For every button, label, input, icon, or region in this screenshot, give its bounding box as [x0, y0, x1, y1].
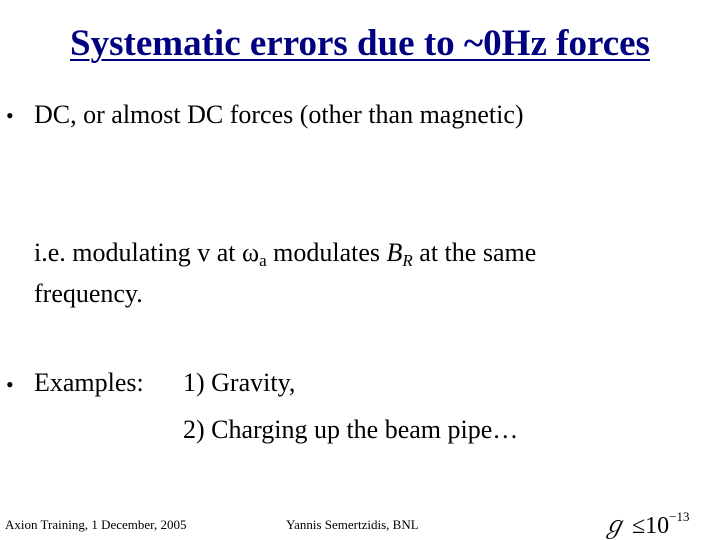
gravity-limit-formula	[602, 505, 690, 540]
b-symbol: B	[386, 238, 403, 267]
formula-base: 10	[645, 513, 670, 539]
ie-text-1: i.e. modulating v at	[34, 238, 242, 267]
ie-text-2: modulates	[266, 238, 387, 267]
formula-exponent: −13	[669, 509, 690, 524]
footer-event: Axion Training, 1 December, 2005	[5, 517, 187, 532]
g-symbol: ℊ	[602, 513, 626, 539]
omega-subscript: a	[259, 251, 267, 270]
ie-text-3: at the same	[412, 238, 537, 267]
ie-modulation-line	[34, 238, 536, 271]
leq-symbol: ≤	[632, 513, 646, 539]
omega-symbol: ω	[241, 238, 260, 267]
slide-title: Systematic errors due to ~0Hz forces	[70, 23, 650, 64]
examples-label: Examples:	[34, 368, 144, 397]
ie-modulation-line-2: frequency.	[34, 279, 143, 308]
example-gravity: 1) Gravity,	[183, 368, 296, 397]
example-beam-pipe: 2) Charging up the beam pipe…	[183, 415, 519, 444]
bullet-marker: •	[6, 372, 14, 397]
bullet-dc-forces: DC, or almost DC forces (other than magnetic)	[34, 100, 524, 129]
bullet-marker: •	[6, 103, 14, 128]
footer-author: Yannis Semertzidis, BNL	[286, 517, 419, 532]
b-subscript: R	[402, 251, 413, 270]
